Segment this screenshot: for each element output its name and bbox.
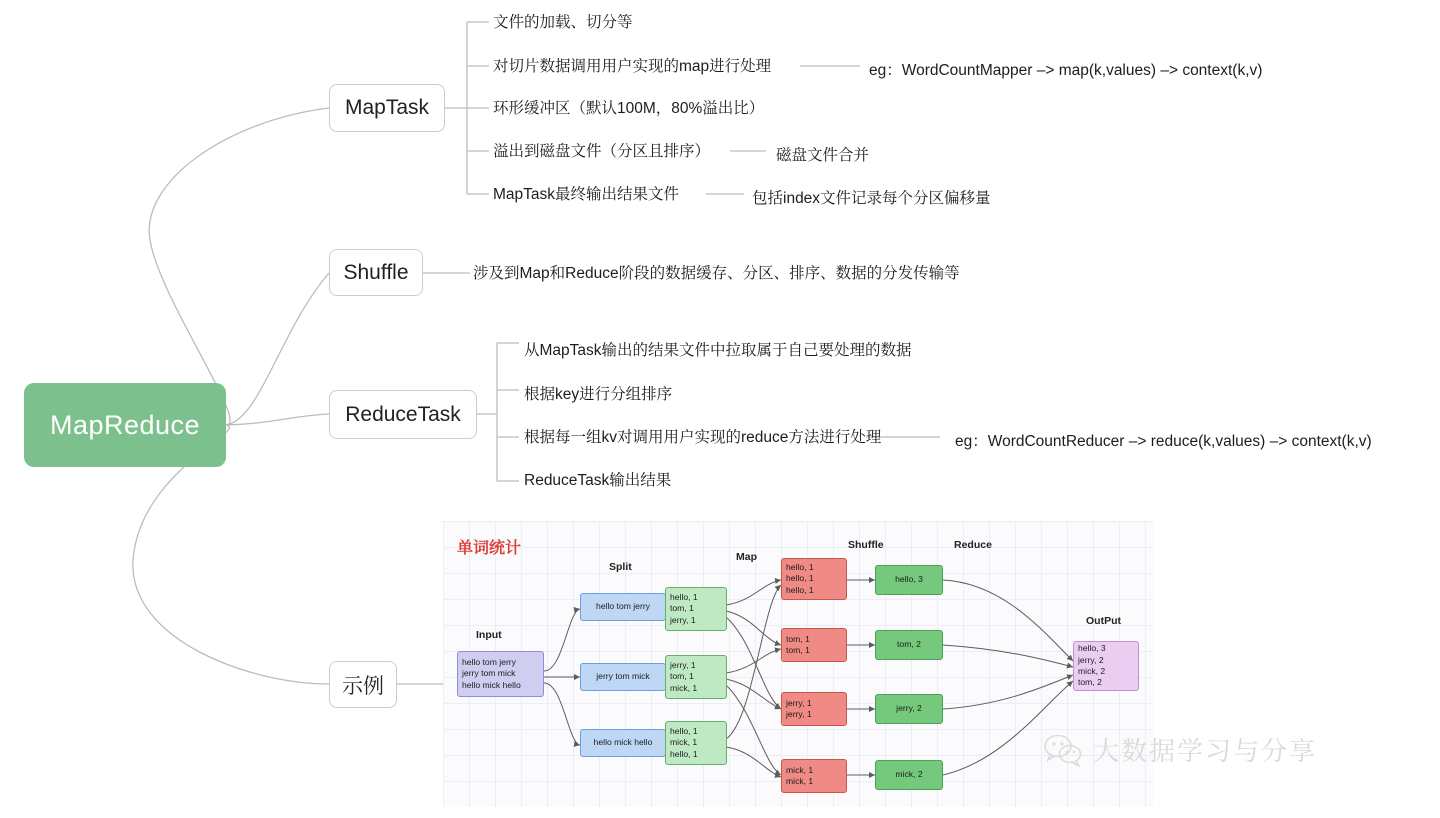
figure-input-box: hello tom jerry jerry tom mick hello mick hello: [457, 651, 544, 697]
root-node[interactable]: [24, 383, 226, 467]
leaf-reducetask-2: 根据key进行分组排序: [524, 386, 673, 403]
figure-reduce-box-3: jerry, 2: [875, 694, 943, 724]
branch-label: ReduceTask: [345, 402, 461, 426]
leaf-maptask-2-detail: eg：WordCountMapper –> map(k,values) –> context(k,v): [869, 62, 1263, 79]
figure-split-box-1: hello tom jerry: [580, 593, 666, 621]
branch-node-shuffle[interactable]: [329, 249, 423, 296]
leaf-maptask-5: MapTask最终输出结果文件: [493, 186, 680, 203]
figure-column-map: Map: [736, 551, 757, 563]
figure-shuffle-box-4: mick, 1 mick, 1: [781, 759, 847, 793]
figure-column-shuffle: Shuffle: [848, 539, 884, 551]
figure-column-split: Split: [609, 561, 632, 573]
figure-shuffle-box-2: tom, 1 tom, 1: [781, 628, 847, 662]
branch-node-reducetask[interactable]: [329, 390, 477, 439]
branch-label: Shuffle: [343, 260, 409, 284]
figure-column-input: Input: [476, 629, 502, 641]
root-node-label: MapReduce: [49, 409, 201, 440]
figure-reduce-box-1: hello, 3: [875, 565, 943, 595]
leaf-reducetask-3: 根据每一组kv对调用用户实现的reduce方法进行处理: [524, 429, 882, 446]
watermark: [1043, 731, 1317, 768]
figure-column-reduce: Reduce: [954, 539, 992, 551]
wechat-icon: [1043, 733, 1083, 767]
figure-map-box-2: jerry, 1 tom, 1 mick, 1: [665, 655, 727, 699]
figure-reduce-box-4: mick, 2: [875, 760, 943, 790]
figure-shuffle-box-1: hello, 1 hello, 1 hello, 1: [781, 558, 847, 600]
branch-label: MapTask: [344, 96, 430, 119]
figure-title: 单词统计: [457, 540, 522, 557]
watermark-text: 大数据学习与分享: [1093, 736, 1318, 766]
figure-split-box-3: hello mick hello: [580, 729, 666, 757]
leaf-maptask-4: 溢出到磁盘文件（分区且排序）: [493, 143, 711, 160]
figure-reduce-box-2: tom, 2: [875, 630, 943, 660]
leaf-maptask-4-detail: 磁盘文件合并: [776, 147, 870, 164]
figure-split-box-2: jerry tom mick: [580, 663, 666, 691]
figure-output-box: hello, 3 jerry, 2 mick, 2 tom, 2: [1073, 641, 1139, 691]
branch-node-example[interactable]: [329, 661, 397, 708]
leaf-reducetask-4: ReduceTask输出结果: [524, 472, 672, 489]
leaf-maptask-2: 对切片数据调用用户实现的map进行处理: [493, 58, 772, 75]
leaf-maptask-1: 文件的加载、切分等: [493, 14, 633, 31]
leaf-shuffle-1: 涉及到Map和Reduce阶段的数据缓存、分区、排序、数据的分发传输等: [473, 265, 960, 282]
leaf-maptask-3: 环形缓冲区（默认100M，80%溢出比）: [493, 100, 765, 117]
leaf-maptask-5-detail: 包括index文件记录每个分区偏移量: [752, 190, 991, 207]
leaf-reducetask-3-detail: eg：WordCountReducer –> reduce(k,values) –> context(k,v): [955, 433, 1372, 450]
figure-column-output: OutPut: [1086, 615, 1121, 627]
leaf-reducetask-1: 从MapTask输出的结果文件中拉取属于自己要处理的数据: [524, 342, 912, 359]
figure-map-box-3: hello, 1 mick, 1 hello, 1: [665, 721, 727, 765]
figure-shuffle-box-3: jerry, 1 jerry, 1: [781, 692, 847, 726]
branch-node-maptask[interactable]: [329, 84, 445, 132]
branch-label: 示例: [342, 674, 384, 698]
figure-map-box-1: hello, 1 tom, 1 jerry, 1: [665, 587, 727, 631]
